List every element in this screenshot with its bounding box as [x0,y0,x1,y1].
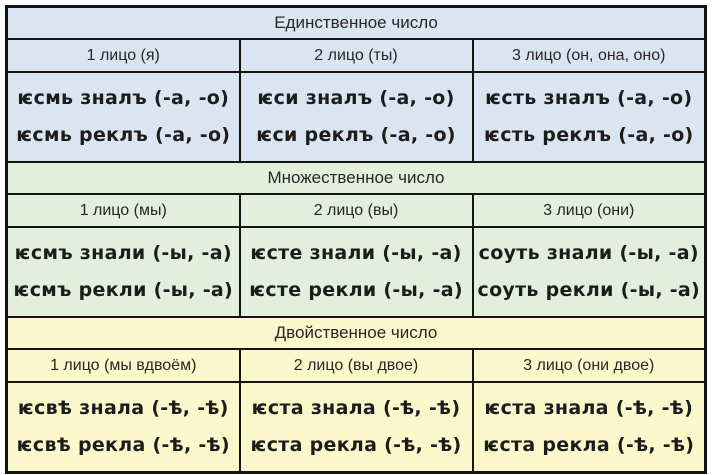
form-line: ѥсмь зналъ (-а, -о) [17,87,230,109]
person-label-dual-2: 2 лицо (вы двое) [240,349,473,382]
forms-cell-singular-3 [473,72,706,162]
form-line: ѥсть реклъ (-а, -о) [483,124,694,146]
form-line: ѥста знала (-ѣ, -ѣ) [251,397,461,419]
form-line: ѥста знала (-ѣ, -ѣ) [484,397,694,419]
form-line: ѥсте рекли (-ы, -а) [249,279,463,301]
form-line: ѥсте знали (-ы, -а) [250,242,462,264]
person-label-singular-2: 2 лицо (ты) [240,39,473,72]
person-label-plural-3: 3 лицо (они) [473,194,706,227]
section-singular-forms-row [7,72,706,162]
conjugation-table [5,5,707,474]
form-line: ѥсмъ рекли (-ы, -а) [13,279,234,301]
forms-cell-plural-1 [7,227,240,317]
person-label-singular-3: 3 лицо (он, она, оно) [473,39,706,72]
form-line: ѥсвѣ знала (-ѣ, -ѣ) [17,397,229,419]
section-title-plural: Множественное число [7,162,706,194]
person-label-dual-1: 1 лицо (мы вдвоём) [7,349,240,382]
forms-cell-dual-1 [7,382,240,473]
section-dual-title-row [7,317,706,349]
form-line: соуть рекли (-ы, -а) [477,279,701,301]
forms-cell-singular-2 [240,72,473,162]
section-plural-forms-row [7,227,706,317]
person-label-dual-3: 3 лицо (они двое) [473,349,706,382]
section-plural-person-row [7,194,706,227]
section-singular-title-row [7,7,706,40]
section-dual-person-row [7,349,706,382]
form-line: ѥси зналъ (-а, -о) [257,87,455,109]
forms-cell-plural-2 [240,227,473,317]
person-label-singular-1: 1 лицо (я) [7,39,240,72]
form-line: ѥсть зналъ (-а, -о) [485,87,693,109]
forms-cell-dual-2 [240,382,473,473]
forms-cell-singular-1 [7,72,240,162]
forms-cell-plural-3 [473,227,706,317]
person-label-plural-1: 1 лицо (мы) [7,194,240,227]
form-line: ѥсмъ знали (-ы, -а) [14,242,232,264]
section-title-singular: Единственное число [7,7,706,40]
section-plural-title-row [7,162,706,194]
forms-cell-dual-3 [473,382,706,473]
form-line: ѥста рекла (-ѣ, -ѣ) [483,434,695,456]
form-line: ѥсвѣ рекла (-ѣ, -ѣ) [16,434,230,456]
form-line: соуть знали (-ы, -а) [478,242,699,264]
form-line: ѥси реклъ (-а, -о) [256,124,456,146]
person-label-plural-2: 2 лицо (вы) [240,194,473,227]
section-title-dual: Двойственное число [7,317,706,349]
section-dual-forms-row [7,382,706,473]
form-line: ѥста рекла (-ѣ, -ѣ) [250,434,462,456]
form-line: ѥсмь реклъ (-а, -о) [16,124,231,146]
section-singular-person-row [7,39,706,72]
